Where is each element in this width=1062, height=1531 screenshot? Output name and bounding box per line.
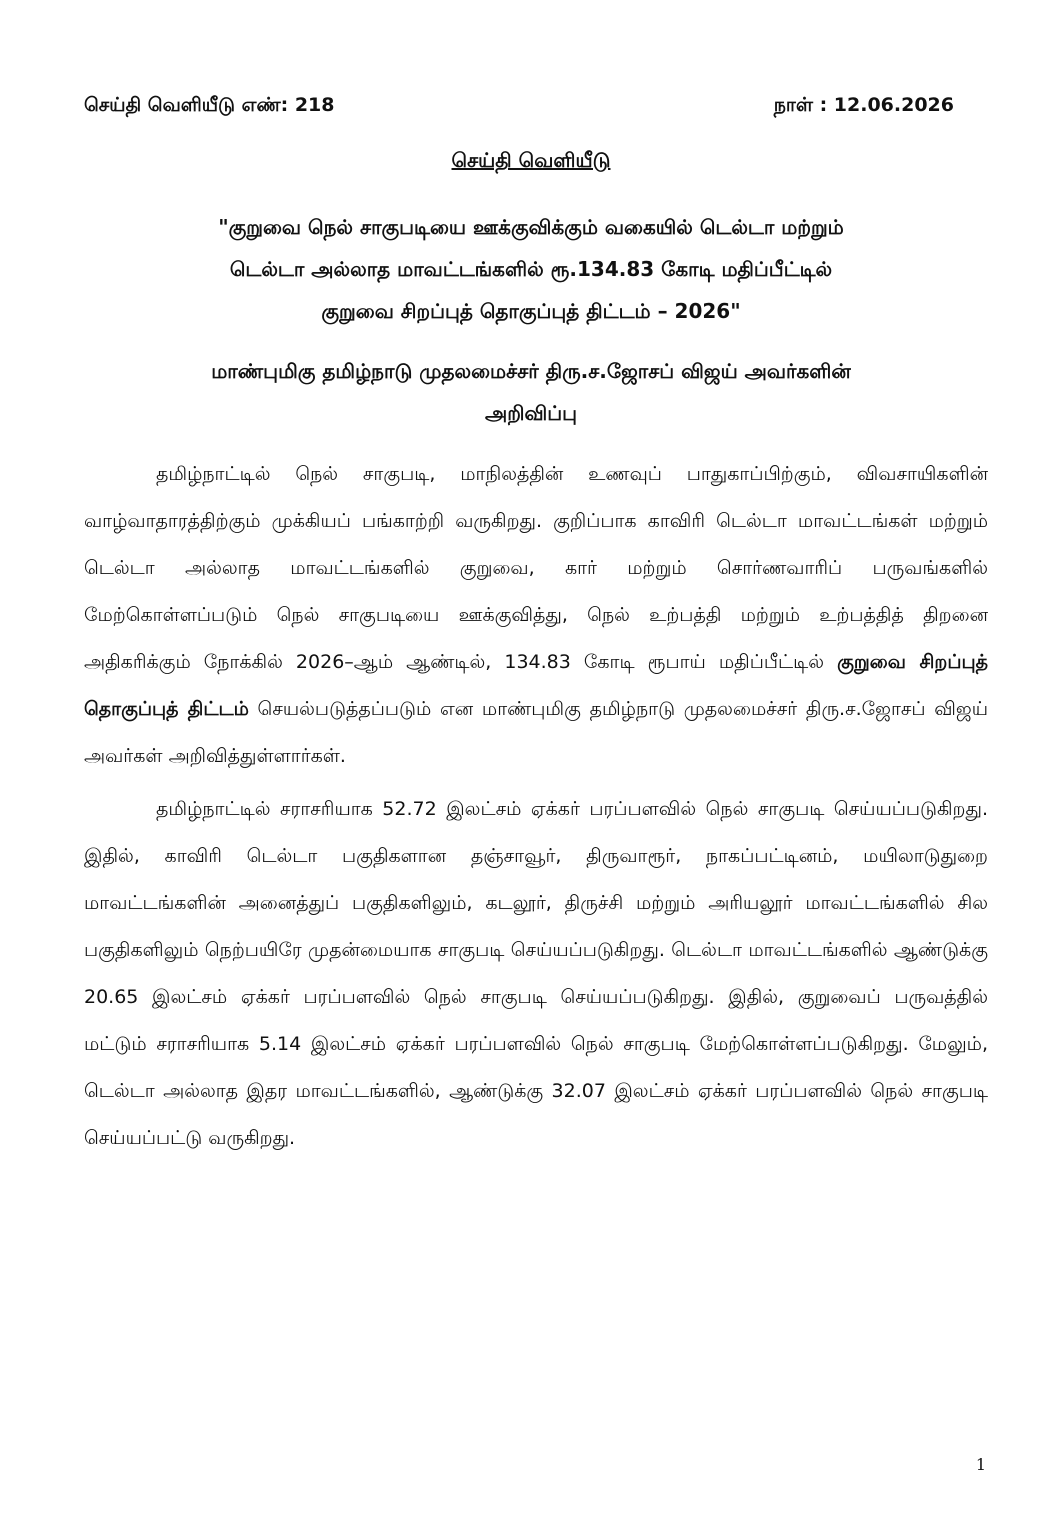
release-number: செய்தி வெளியீடு எண்: 218: [84, 94, 335, 116]
headline-line-2: டெல்டா அல்லாத மாவட்டங்களில் ரூ.134.83 கோடி மதிப்பீட்டில்: [229, 257, 833, 281]
headline-line-1: "குறுவை நெல் சாகுபடியை ஊக்குவிக்கும் வகையில் டெல்டா மற்றும்: [218, 215, 844, 239]
announcement-line-2: அறிவிப்பு: [485, 401, 577, 425]
announcement-title: [80, 350, 982, 434]
page-title: செய்தி வெளியீடு: [451, 148, 611, 172]
header-row: [84, 94, 954, 124]
release-date: நாள் : 12.06.2026: [773, 94, 954, 116]
headline-line-3: குறுவை சிறப்புத் தொகுப்புத் திட்டம் – 2026": [321, 299, 741, 323]
paragraph-1-start: தமிழ்நாட்டில் நெல் சாகுபடி, மாநிலத்தின் உணவுப் பாதுகாப்பிற்கும், விவசாயிகளின் வாழ்வாதாரத்திற்கும் முக்கியப் பங்காற்றி வருகிறது. குறிப்பாக காவிரி டெல்டா மாவட்டங்கள் மற்றும் டெல்டா அல்லாத மாவட்டங்களில் குறுவை, கார் மற்றும் சொர்ணவாரிப் பருவங்களில் மேற்கொள்ளப்படும் நெல் சாகுபடியை ஊக்குவித்து, நெல் உற்பத்தி மற்றும் உற்பத்தித் திறனை அதிகரிக்கும் நோக்கில் 2026–ஆம் ஆண்டில், 134.83 கோடி ரூபாய் மதிப்பீட்டில்: [84, 463, 988, 673]
paragraph-1-end: செயல்படுத்தப்படும் என மாண்புமிகு தமிழ்நாடு முதலமைச்சர் திரு.ச.ஜோசப் விஜய் அவர்கள் அறிவித்துள்ளார்கள்.: [84, 698, 989, 767]
paragraph-1: [84, 451, 988, 780]
page-number: 1: [975, 1455, 986, 1474]
announcement-line-1: மாண்புமிகு தமிழ்நாடு முதலமைச்சர் திரு.ச.ஜோசப் விஜய் அவர்களின்: [211, 359, 851, 383]
headline: [80, 206, 982, 332]
body-text: [84, 451, 988, 1162]
scheme-name: குறுவை சிறப்புத் தொகுப்புத் திட்டம்: [84, 651, 988, 720]
paragraph-2: தமிழ்நாட்டில் சராசரியாக 52.72 இலட்சம் ஏக்கர் பரப்பளவில் நெல் சாகுபடி செய்யப்படுகிறது. இதில், காவிரி டெல்டா பகுதிகளான தஞ்சாவூர், திருவாரூர், நாகப்பட்டினம், மயிலாடுதுறை மாவட்டங்களின் அனைத்துப் பகுதிகளிலும், கடலூர், திருச்சி மற்றும் அரியலூர் மாவட்டங்களில் சில பகுதிகளிலும் நெற்பயிரே முதன்மையாக சாகுபடி செய்யப்படுகிறது. டெல்டா மாவட்டங்களில் ஆண்டுக்கு 20.65 இலட்சம் ஏக்கர் பரப்பளவில் நெல் சாகுபடி செய்யப்படுகிறது. இதில், குறுவைப் பருவத்தில் மட்டும் சராசரியாக 5.14 இலட்சம் ஏக்கர் பரப்பளவில் நெல் சாகுபடி மேற்கொள்ளப்படுகிறது. மேலும், டெல்டா அல்லாத இதர மாவட்டங்களில், ஆண்டுக்கு 32.07 இலட்சம் ஏக்கர் பரப்பளவில் நெல் சாகுபடி செய்யப்பட்டு வருகிறது.: [84, 798, 988, 1149]
